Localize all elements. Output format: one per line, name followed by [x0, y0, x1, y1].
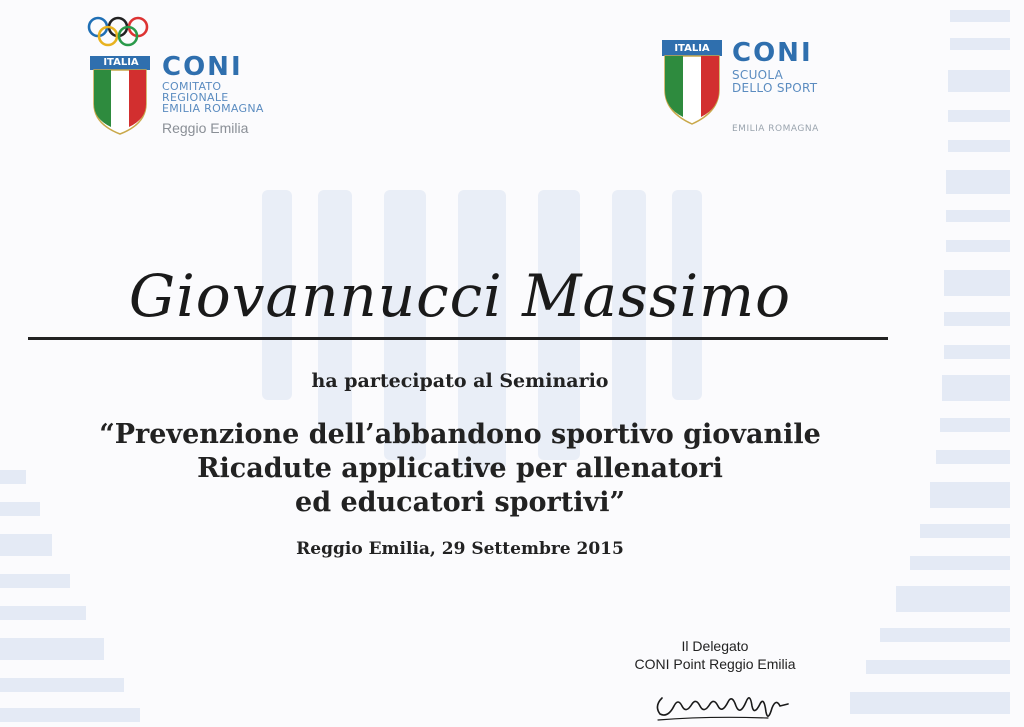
handwritten-signature	[648, 676, 798, 724]
participation-statement: ha partecipato al Seminario	[311, 370, 609, 392]
signatory-office: CONI Point Reggio Emilia	[634, 656, 796, 672]
coni-school-logo	[660, 38, 860, 143]
italia-badge-text: ITALIA	[674, 43, 710, 54]
logo-line-2: DELLO SPORT	[732, 81, 818, 95]
recipient-name: Giovannucci Massimo	[128, 262, 792, 330]
logo-line-2: REGIONALE	[162, 91, 229, 104]
logo-region: EMILIA ROMAGNA	[732, 124, 819, 134]
place-and-date: Reggio Emilia, 29 Settembre 2015	[296, 539, 624, 559]
seminar-title-line-3: ed educatori sportivi”	[295, 487, 625, 518]
seminar-title-line-2: Ricadute applicative per allenatori	[197, 453, 723, 484]
logo-line-1: SCUOLA	[732, 68, 784, 82]
logo-line-1: COMITATO	[162, 80, 222, 93]
coni-wordmark: CONI	[732, 38, 813, 68]
logo-line-3: EMILIA ROMAGNA	[162, 102, 264, 115]
signatory-block	[600, 637, 830, 673]
signatory-title: Il Delegato	[681, 638, 749, 654]
name-underline	[28, 337, 888, 340]
seminar-title-line-1: “Prevenzione dell’abbandono sportivo giovanile	[99, 419, 821, 450]
logo-city: Reggio Emilia	[162, 120, 249, 136]
coni-wordmark: CONI	[162, 52, 243, 82]
seminar-title	[0, 418, 920, 520]
italia-badge-text: ITALIA	[103, 57, 139, 68]
coni-regional-logo	[86, 14, 286, 144]
